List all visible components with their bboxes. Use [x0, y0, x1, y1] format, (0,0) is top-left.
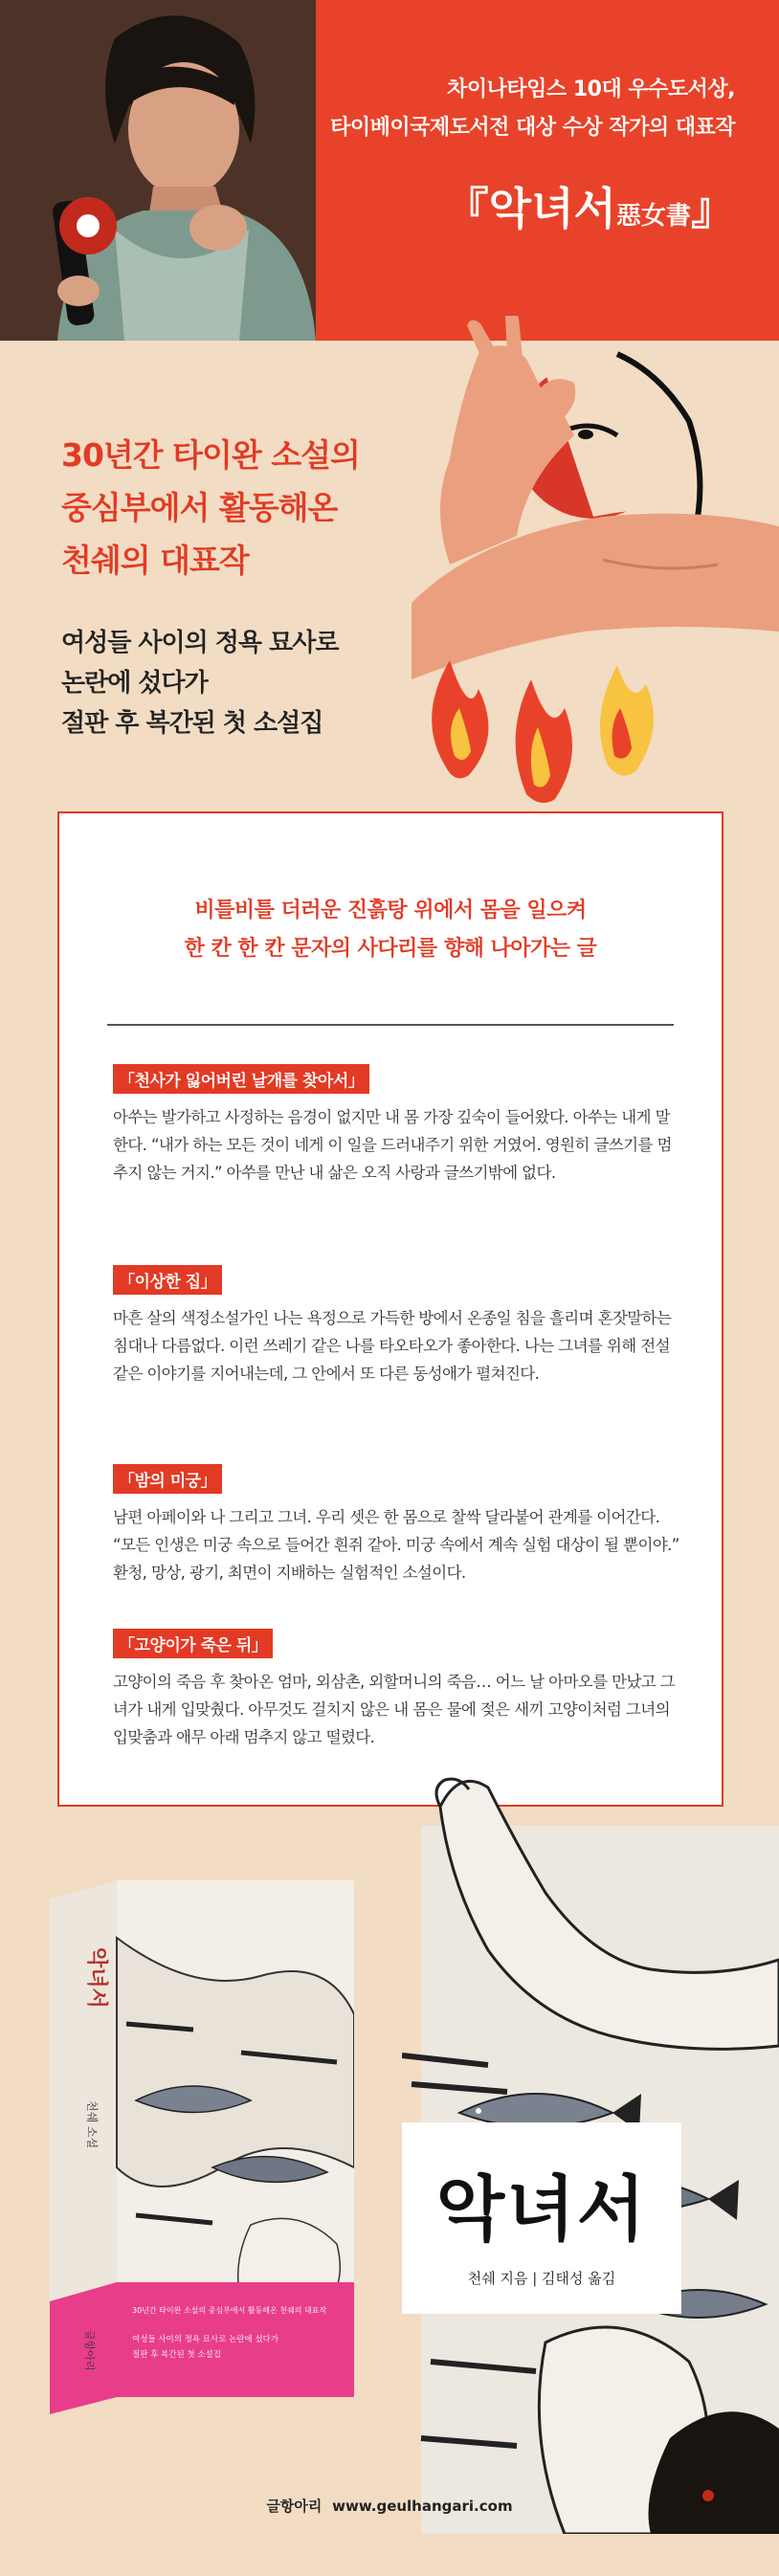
subline-line: 여성들 사이의 정욕 묘사로: [61, 629, 339, 657]
book-spine-publisher: 글항아리: [83, 2330, 96, 2371]
header-text: [330, 71, 735, 237]
story-title-badge: 「고양이가 죽은 뒤」: [113, 1629, 273, 1658]
story-description: 고양이의 죽음 후 찾아온 엄마, 외삼촌, 외할머니의 죽음… 어느 날 아마오를 만났고 그녀가 내게 입맞췄다. 아무것도 걸치지 않은 내 몸은 물에 젖은 새끼 고양이처럼 그녀의 입맞춤과 애무 아래 멈추지 않고 떨렸다.: [113, 1673, 676, 1746]
book-spine-title: 악녀서: [84, 1947, 109, 2009]
title-card: [402, 2122, 681, 2314]
story-description: 마흔 살의 색정소설가인 나는 욕정으로 가득한 방에서 온종일 침을 흘리며 혼잣말하는 침대나 다름없다. 이런 쓰레기 같은 나를 타오타오가 좋아한다. 나는 그녀를 위해 전설 같은 이야기를 지어내는데, 그 안에서 또 다른 동성애가 펼쳐진다.: [113, 1309, 672, 1383]
subline-line: 논란에 섰다가: [61, 669, 208, 698]
story-title-badge: 「천사가 잃어버린 날개를 찾아서」: [113, 1064, 369, 1094]
award-line: 차이나타임스 10대 우수도서상,: [447, 78, 735, 101]
divider: [107, 1024, 674, 1026]
book-spine-author: 천쉐 소설: [85, 2100, 99, 2149]
intro-section: [61, 429, 360, 744]
story-description: 아쑤는 발가하고 사정하는 음경이 없지만 내 몸 가장 깊숙이 들어왔다. 아쑤는 내게 말한다. “내가 하는 모든 것이 네게 이 일을 드러내주기 위한 거였어. 영원히 글쓰기를 멈추지 않는 거지.” 아쑤를 만난 내 삶은 오직 사랑과 글쓰기밖에 없다.: [113, 1108, 672, 1182]
publisher-url[interactable]: www.geulhangari.com: [332, 2498, 513, 2515]
subline-line: 절판 후 복간된 첫 소설집: [61, 709, 323, 738]
book-title: [330, 174, 735, 237]
book-title-text: 『악녀서: [444, 183, 616, 234]
footer: [0, 2496, 779, 2516]
story-description: 남편 아페이와 나 그리고 그녀. 우리 셋은 한 몸으로 찰싹 달라붙어 관계를 이어간다. “모든 인생은 미궁 속으로 들어간 흰쥐 같아. 미궁 속에서 계속 실험 대상이 될 뿐이야.” 환청, 망상, 광기, 최면이 지배하는 실험적인 소설이다.: [113, 1508, 679, 1582]
header-banner: [0, 0, 779, 341]
tagline-line: 비틀비틀 더러운 진흙탕 위에서 몸을 일으켜: [194, 899, 587, 922]
story-item: [113, 1629, 683, 1751]
publisher-logo: 글항아리: [266, 2498, 323, 2515]
headline-line: 천쉐의 대표작: [61, 542, 249, 579]
headline-line: 중심부에서 활동해온: [61, 489, 338, 526]
award-line: 타이베이국제도서전 대상 수상 작가의 대표작: [330, 116, 735, 140]
story-title-badge: 「이상한 집」: [113, 1265, 222, 1295]
book-title-hanja: 惡女書: [615, 202, 691, 231]
story-item: [113, 1265, 683, 1388]
book-band-line: 절판 후 복간된 첫 소설집: [132, 2350, 221, 2360]
arm-and-flames-illustration: [412, 316, 779, 852]
story-title-badge: 「밤의 미궁」: [113, 1464, 222, 1494]
card-credit: 천쉐 지음 | 김태성 옮김: [467, 2270, 616, 2287]
author-photo: [0, 0, 316, 341]
book-band-line: 30년간 타이완 소설의 중심부에서 활동해온 천쉐의 대표작: [132, 2306, 327, 2315]
tagline-line: 한 칸 한 칸 문자의 사다리를 향해 나아가는 글: [184, 937, 597, 961]
subline-block: [61, 623, 360, 744]
tagline: [59, 892, 722, 968]
book-cover-3d: [50, 1880, 354, 2414]
card-title: 악녀서: [435, 2168, 648, 2251]
book-title-close: 』: [691, 183, 735, 234]
headline-line: 30년간 타이완 소설의: [61, 436, 360, 474]
story-summary-box: [57, 811, 723, 1807]
story-item: [113, 1064, 683, 1187]
book-band-line: 여성들 사이의 정욕 묘사로 논란에 섰다가: [132, 2335, 279, 2344]
story-item: [113, 1464, 683, 1587]
